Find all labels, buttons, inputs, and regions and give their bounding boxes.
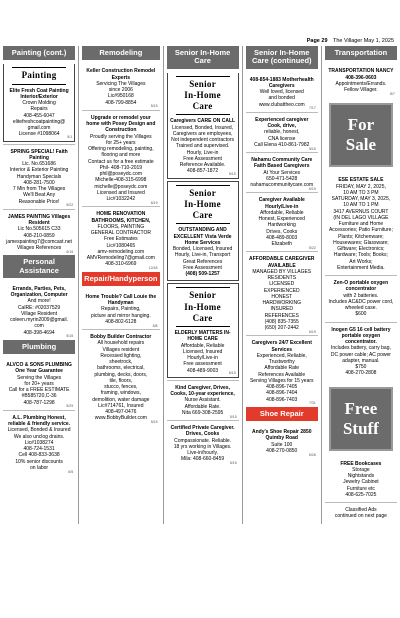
column-senior-care — [164, 46, 243, 524]
ad-home-renovation — [82, 206, 159, 271]
ad-line: 408-724-1531 — [23, 446, 55, 452]
ad-line: Crown Molding — [22, 100, 56, 106]
ad-line: on labor — [30, 464, 49, 471]
ad-line: 408-489-9003 — [187, 367, 219, 374]
ad-code: 5/22 — [309, 245, 316, 250]
ad-code: 5/15 — [228, 172, 236, 177]
ad-line: 408-896-7405 — [266, 384, 298, 390]
ad-line: And more! — [27, 298, 51, 305]
section-header-senior-care-cont: Senior In-Home Care (continued) — [246, 46, 318, 69]
ad-line: Entertainment Media. — [337, 264, 385, 271]
ad-line: FLOORS, PAINTING — [97, 223, 145, 230]
ad-code: 7/17 — [309, 106, 316, 111]
ad-nahamu — [246, 152, 318, 192]
ad-line: EXPERIENCED — [263, 287, 300, 294]
ad-line: Call Elena 410-861-7982 — [254, 141, 310, 148]
ad-title: Upgrade or remodel your home with Posey Design and Construction — [86, 114, 156, 134]
ad-line: Furniture and Home — [338, 221, 384, 227]
ad-line: Nightstands — [347, 473, 375, 479]
ad-title: ALVCO & SONS PLUMBING One Year Guarantee — [6, 362, 72, 375]
ad-title: Home Trouble? Call Louie the Handyman — [85, 293, 157, 306]
ad-code: 5/29 — [66, 404, 74, 409]
ad-line: Suite 100 — [271, 441, 293, 448]
ad-title: Keller Construction Remodel Experts — [86, 68, 156, 81]
ad-line: Contact us for a free estimate — [88, 158, 154, 165]
free-stuff-header: Free Stuff — [329, 387, 393, 451]
ad-line: Includes AC&DC power cord, — [328, 298, 394, 305]
ad-line: for 20+ years — [24, 380, 54, 387]
ad-certified-caregiver — [167, 420, 239, 467]
ad-line: 408-625-7025 — [345, 491, 377, 498]
banner-line: Senior — [189, 290, 216, 301]
ad-line: elitefreshcoatpainting@ — [12, 118, 66, 125]
ad-line: Nita 669-308-2595 — [181, 409, 224, 416]
ad-line: Great References — [182, 258, 223, 265]
ad-line: We'll Beat Any — [23, 192, 56, 199]
ad-line: $600 — [355, 311, 367, 318]
ad-line: Licensed, Insured — [182, 348, 223, 355]
ad-estate-sale — [325, 173, 397, 275]
ad-code: 6/5 — [68, 469, 74, 474]
ad-title: ESE ESTATE SALE — [338, 177, 384, 184]
ad-line: Compassionate. Reliable. — [174, 437, 232, 444]
senior-banner — [176, 76, 230, 116]
ad-line: Village Resident — [21, 310, 58, 317]
ad-code: 5/15 — [229, 414, 237, 419]
ad-line: Affordable, Reliable — [180, 342, 225, 349]
ad-title: Andy's Shoe Repair 2850 Quimby Road — [251, 429, 312, 442]
ad-line: Includes battery, carry bag, — [330, 345, 391, 352]
ad-code: 5/15 — [309, 146, 316, 151]
banner-line: Senior — [189, 187, 216, 198]
ad-code: 5/15 — [229, 461, 237, 466]
ad-line: tile, floors, — [109, 377, 133, 384]
ad-line: At Your Services — [263, 169, 301, 176]
ad-line: Cell 408-833-3638 — [18, 452, 60, 459]
ad-title: Caregiver Available Hourly/Live-in — [258, 197, 305, 210]
ad-line: Lic#1032242 — [106, 196, 136, 202]
ad-line: Art Works; — [349, 258, 373, 265]
ad-bobby-builder — [82, 329, 159, 426]
ad-line: Call for a FREE ESTIMATE — [8, 387, 70, 393]
ad-line: Giftware; Electronics; — [337, 246, 385, 252]
ad-line: Lic#714761, Insured — [98, 402, 144, 409]
ad-andys-shoe-repair — [246, 425, 318, 458]
ad-line: Licensed, Bonded, Insured, — [172, 124, 234, 131]
ad-line: Caregivers are employees, — [172, 130, 233, 137]
ad-line: 408-270-2808 — [345, 370, 377, 377]
ad-line: www.BobbyBuilder.com — [94, 415, 147, 422]
ad-code: 5/15 — [150, 420, 158, 425]
ad-line: Free assessment — [183, 361, 222, 368]
ad-caregiver-available — [246, 192, 318, 251]
ad-line: www.clubattheo.com — [258, 101, 305, 108]
ad-title: JAMES PAINTING Villages Resident — [7, 213, 71, 226]
ad-line: CalRE: #02037529 — [17, 304, 61, 311]
ad-caregivers-247 — [246, 335, 318, 407]
ad-line: Lic#950168 — [107, 93, 134, 100]
ad-title: Nahamu Community Care Faith Based Caregivers — [251, 157, 313, 170]
ad-code: 5/15 — [150, 104, 158, 109]
ad-title: Zen-O portable oxygen concentrator — [333, 280, 389, 293]
ad-line: Bonded, Licensed, Insured — [172, 246, 233, 252]
ad-line: Hardware; Tools; Books; — [333, 252, 388, 259]
ad-code: 6/19 — [309, 329, 316, 334]
ad-line: 3417 AVERNUS COURT — [333, 208, 389, 215]
ad-line: LICENSED — [269, 281, 295, 288]
column-senior-care-continued — [243, 46, 322, 524]
ad-affordable-caregiver — [246, 251, 318, 335]
ad-line: framing, windows, — [100, 390, 141, 397]
ad-line: SATURDAY, MAY 3, 2025, — [331, 196, 391, 202]
ad-line: FRIDAY, MAY 2, 2025, — [335, 183, 386, 190]
ad-title: ELDERLY MATTERS IN-HOME CARE — [174, 330, 231, 343]
ad-title: OUTSTANDING AND EXCELLENT Vista Verde Home Services — [173, 227, 232, 246]
banner-line: In-Home Care — [184, 198, 221, 220]
ad-line: Nurse Assistant. — [184, 397, 221, 404]
section-header-plumbing: Plumbing — [3, 340, 75, 354]
ad-title: Bobby Builder Contractor — [90, 334, 152, 340]
ad-line: Fellow Villager. — [344, 87, 378, 93]
ad-title: Certified Private Caregiver. Drives, Cooks — [170, 425, 235, 438]
ad-title: Inogen G5 16 cell battery portable oxygen concentrator. — [331, 326, 391, 345]
ad-line: DC power cable; AC power — [330, 351, 391, 358]
ad-line: Licensed, Bonded & Insured — [7, 427, 71, 434]
ad-code: 5/15 — [66, 334, 74, 339]
ad-title: Caregivers CARE ON CALL — [170, 118, 236, 125]
page-number: Page 29 — [306, 38, 328, 44]
ad-title: Kind Caregiver, Drives, Cooks, 10-year experience, — [170, 384, 235, 397]
ad-title: SPRING SPECIAL! Faith Painting — [10, 148, 68, 161]
ad-line: phil@poseydc.com — [99, 171, 142, 177]
ad-line: Jewelry Cabinet — [343, 479, 379, 486]
ad-title: A.L. Plumbing Honest, reliable & friendly service. — [8, 414, 71, 427]
ad-line: 10% senior discounts — [15, 458, 63, 465]
page-header — [0, 38, 400, 44]
painting-banner: Painting — [12, 67, 66, 84]
section-header-remodeling: Remodeling — [82, 46, 159, 60]
section-header-transportation: Transportation — [325, 46, 397, 60]
ad-line: Hardworking — [267, 222, 296, 229]
ad-line: 7 Min from The Villages — [12, 186, 66, 192]
banner-line: In-Home Care — [184, 301, 221, 323]
ad-inogen — [325, 322, 397, 381]
ad-line: Repairs — [30, 106, 48, 113]
ad-line: Phil- 408-710-2019 — [99, 164, 143, 171]
ad-line: Furniture etc — [346, 485, 375, 492]
ad-line: plumbing, decks, doors, — [94, 371, 148, 378]
ad-line: Elizabeth — [271, 241, 293, 247]
ad-line: Storage — [352, 466, 370, 473]
section-header-painting: Painting (cont.) — [3, 46, 75, 60]
ad-line: Serving the Villages — [17, 374, 62, 381]
ad-errands — [3, 282, 75, 340]
ad-title: AFFORDABLE CAREGIVER AVAILABLE — [248, 256, 315, 269]
ad-line: wheeled case. — [344, 305, 377, 311]
ad-line: Well loved, licensed — [259, 89, 304, 95]
ad-line: References Available — [258, 371, 306, 378]
ad-line: Accessories; Patio Furniture; — [328, 227, 393, 234]
ad-line: 408-857-1872 — [187, 168, 219, 175]
ad-line: Proudly serving the Villages — [90, 133, 152, 140]
banner-line: In-Home Care — [184, 89, 221, 111]
ad-line: Recessed lighting, — [100, 352, 142, 359]
ad-line: INSURED — [270, 306, 293, 313]
ad-line: 408-270-0850 — [266, 447, 298, 454]
ad-alvco — [3, 358, 75, 410]
ad-elite-fresh-coat — [3, 64, 75, 141]
ad-line: Appointments/Errands. — [335, 80, 387, 87]
ad-line: Lic No.505615 C33 — [17, 226, 61, 233]
ad-line: (408) 509-1257 — [185, 271, 220, 277]
ad-title: Errands, Parties, Pets, Organization, Computer — [10, 285, 68, 298]
ad-line: Housewares; Glassware; — [333, 239, 389, 246]
ad-line: HARDWORKING — [262, 300, 302, 306]
ad-free-bookcases — [325, 457, 397, 503]
ad-line: Live-in/hourly. — [187, 450, 218, 456]
ad-line: Lic. No.651686 — [22, 161, 56, 167]
section-header-senior-care: Senior In-Home Care — [167, 46, 239, 69]
ad-elderly-matters — [167, 283, 239, 378]
for-sale-header: For Sale — [329, 103, 393, 167]
ad-line: stucco, fences, — [104, 384, 138, 390]
ad-line: 18 yrs working in Villages. — [173, 443, 232, 450]
ad-faith-painting — [3, 144, 75, 209]
ad-continued-note — [325, 502, 397, 524]
ad-james-painting — [3, 209, 75, 256]
ad-title: Elite Fresh Coat Painting Interior/Exterior — [9, 87, 69, 100]
ad-line: 408-489-8003 — [266, 234, 298, 241]
ad-line: 10 AM TO 1 PM — [343, 202, 379, 209]
ad-line: bathrooms, electrical, — [97, 365, 145, 372]
ad-vista-verde — [167, 181, 239, 282]
ad-line: Hourly, Live-in — [186, 149, 219, 156]
ad-line: AMVRemodeling7@gmail.com — [86, 255, 155, 261]
ad-keller — [82, 64, 159, 110]
ad-line: Michelle-408-315-6998 — [95, 177, 147, 184]
classified-columns — [0, 46, 400, 524]
ad-line: gmail.com — [27, 125, 51, 131]
ad-line: HONEST — [271, 293, 293, 300]
section-header-personal-assistance: Personal Assistance — [3, 255, 75, 278]
ad-line: 408-398-4694 — [23, 329, 55, 336]
ad-transportation-nancy — [325, 64, 397, 97]
ad-line: 408-787-1298 — [23, 399, 55, 406]
ad-al-plumbing — [3, 410, 75, 475]
ad-line: Repairs, Painting, — [101, 306, 141, 313]
ad-line: REFERENCES — [264, 312, 299, 319]
ad-line: MANAGED BY VILLAGES — [252, 268, 312, 275]
ad-title: FREE Bookcases — [340, 460, 382, 467]
ad-line: Servicing The Villages — [96, 80, 146, 87]
ad-code: 5/1 — [67, 135, 73, 140]
ad-line: Offering remodeling, painting, — [88, 146, 154, 152]
ad-line: Classified Ads — [345, 507, 377, 513]
ad-code: 12/18 — [148, 266, 158, 271]
ad-code: 8/7 — [390, 91, 395, 96]
ad-line: Affordable, Reliable — [259, 209, 304, 216]
ad-title: Experienced caregiver Cook, drive, — [255, 116, 309, 129]
column-transportation — [322, 46, 400, 524]
ad-line: Free Assessment — [183, 264, 222, 271]
ad-line: jamespainting7@comcast.net — [6, 238, 72, 245]
ad-line: Villages resident — [102, 346, 140, 353]
ad-line: Not independent contractors — [171, 137, 234, 143]
ad-line: RESIDENTS — [267, 275, 297, 281]
ad-line: 408-210-0859 — [23, 232, 55, 239]
section-header-shoe-repair: Shoe Repair — [246, 407, 318, 421]
ad-line: nahamucommunitycare.com — [250, 182, 314, 188]
ad-title: TRANSPORTATION NANCY 408-396-0603 — [328, 68, 394, 81]
ad-experienced-caregiver — [246, 112, 318, 152]
ad-line: 408-455-6047 — [23, 112, 55, 119]
ad-title: 408-854-1883 Motherhealth Caregivers — [249, 76, 314, 89]
ad-line: picture and mirror hanging. — [90, 312, 151, 319]
ad-line: Experienced, Reliable, — [256, 352, 307, 359]
ad-line: for 25+ years — [106, 139, 136, 146]
ad-code: 6/19 — [228, 371, 236, 376]
ad-line: 408-802-6128 — [105, 318, 137, 325]
ad-care-on-call — [167, 73, 239, 179]
ad-line: 408-799-8854 — [105, 99, 137, 106]
ad-line: Reasonable Price! — [18, 198, 60, 205]
senior-banner — [176, 185, 230, 225]
ad-line: Reference Available. — [179, 162, 226, 168]
ad-line: CNA license — [268, 135, 296, 142]
ad-line: coleen.myrin2009@gmail. — [10, 317, 69, 323]
column-remodeling — [79, 46, 163, 524]
ad-line: Licensed and Insured — [96, 189, 145, 196]
ad-line: with 2 batteries. — [343, 292, 379, 299]
ad-line: Honest, Experienced — [258, 216, 305, 222]
ad-title: Caregivers 24/7 Excellent Services — [251, 340, 312, 353]
ad-line: Hourly, Live-in, Transport — [174, 252, 231, 259]
ad-line: Affordable Rate — [264, 365, 300, 372]
ad-line: Hourly/Live-in — [187, 355, 218, 361]
ad-line: Villages References — [16, 245, 62, 251]
ad-line: 408-497-0476 — [105, 409, 137, 415]
ad-line: Free Estimates — [104, 236, 138, 243]
ad-line: 408-896-7404 — [266, 390, 298, 397]
ad-line: amv-remodeling.com — [97, 248, 145, 255]
ad-kind-caregiver — [167, 380, 239, 420]
ad-line: Drives, Cooks — [266, 228, 298, 235]
ad-line: License #1098064 — [18, 131, 60, 138]
ad-code: 7/31 — [309, 401, 316, 406]
ad-line: flooring and more — [101, 152, 141, 159]
ad-line: 650-471-5428 — [266, 175, 298, 182]
ad-line: Plants; Kitchenware; — [338, 233, 384, 240]
ad-zen-o — [325, 275, 397, 322]
ad-code: 6/19 — [309, 186, 316, 191]
ad-line: 408-896-7403 — [266, 396, 298, 403]
ad-line: 408-281-7500 — [23, 179, 55, 186]
ad-line: michelle@poseydc.com — [94, 183, 148, 190]
ad-line: GENERAL CONTRACTOR — [90, 230, 151, 236]
ad-line: Affordable Rate. — [184, 403, 221, 410]
ad-line: (408) 835-7355 — [264, 318, 299, 325]
ad-line: Lic#1080465 — [106, 242, 136, 249]
ad-motherhealth — [246, 73, 318, 112]
ad-line: $750 — [355, 364, 367, 370]
ad-line: Free Assessment — [183, 155, 222, 162]
ad-line: Trustworthy — [268, 359, 295, 365]
ad-title: HOME RENOVATION BATHROOMS, KITCHEN, — [91, 211, 151, 224]
ad-code: 6/19 — [150, 200, 158, 205]
section-header-repair: Repair/Handyperson — [82, 272, 159, 286]
publication-date: The Villager May 1, 2025 — [332, 38, 394, 44]
banner-line: Senior — [189, 78, 216, 89]
ad-line: Lic#1038274 — [24, 439, 54, 446]
ad-line: All household repairs — [97, 340, 145, 347]
ad-code: 6/19 — [66, 249, 74, 254]
ad-line: continued on next page — [334, 513, 387, 520]
ad-line: (650) 207-2442 — [264, 325, 299, 331]
ad-code: 5/8 — [152, 323, 158, 328]
ad-line: demolition, water damage — [92, 396, 150, 403]
ad-louie-handyman — [82, 290, 159, 329]
ad-line: com — [34, 323, 44, 330]
ad-line: since 2006 — [108, 87, 133, 93]
ad-code: 6/26 — [309, 452, 316, 457]
ad-line: adapter, manual. — [342, 357, 380, 364]
ad-line: and bonded — [268, 95, 295, 102]
ad-line: (IN DEL LAGO VILLAGE — [333, 214, 389, 221]
ad-line: 10 AM TO 3 PM — [343, 189, 379, 196]
column-painting — [0, 46, 79, 524]
ad-code: 5/22 — [66, 203, 74, 208]
senior-banner — [176, 287, 230, 327]
ad-line: Interior & Exterior Painting — [9, 167, 69, 174]
ad-line: Mila: 408-660-8459 — [181, 456, 225, 463]
ad-line: 408-310-6969 — [105, 261, 137, 268]
ad-line: Serving Villages for 15 years — [249, 377, 314, 384]
ad-posey — [82, 110, 159, 207]
ad-line: #B585720,C-36 — [21, 393, 57, 400]
ad-line: Handyman Specials — [16, 173, 62, 180]
ad-line: Trained and supervised. — [175, 143, 230, 150]
ad-line: We also unclog drains. — [13, 433, 65, 440]
ad-line: sheetrock, — [109, 359, 133, 365]
ad-line: reliable, honest, — [264, 129, 300, 136]
